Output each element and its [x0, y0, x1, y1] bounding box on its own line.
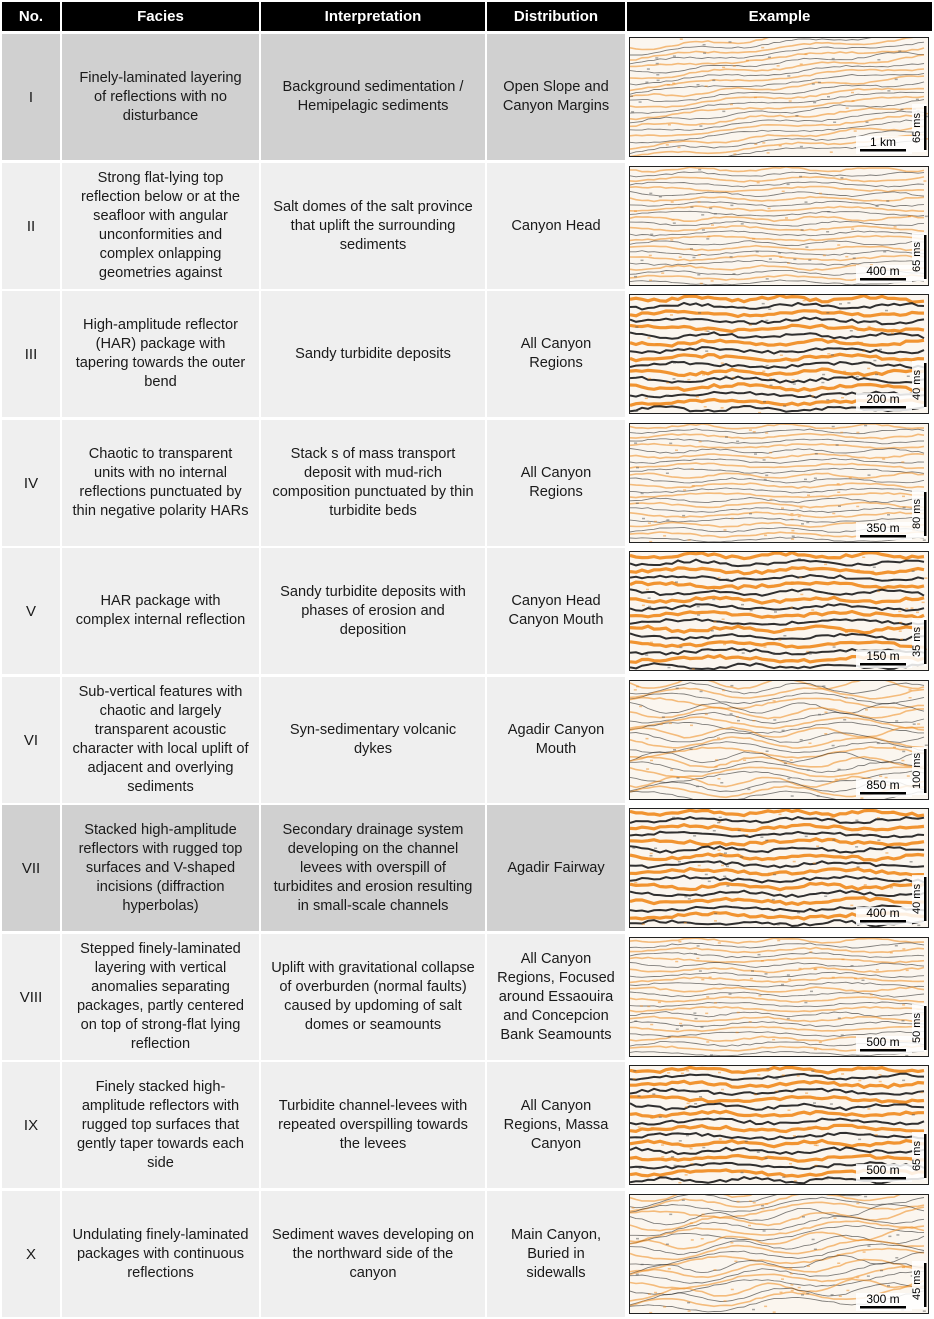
header-distribution: Distribution — [487, 2, 625, 31]
cell-no: VII — [2, 805, 60, 931]
seismic-section-graphic — [630, 295, 928, 413]
seismic-example-image — [629, 937, 929, 1057]
vertical-scale-label: 65 ms — [911, 113, 923, 143]
cell-no: IV — [2, 420, 60, 546]
horizontal-scale-bar — [860, 663, 906, 666]
horizontal-scale-label: 500 m — [866, 1035, 900, 1049]
vertical-scale-label: 65 ms — [911, 1141, 923, 1171]
header-facies: Facies — [62, 2, 259, 31]
cell-interpretation: Background sedimentation / Hemipelagic sediments — [261, 34, 485, 160]
cell-interpretation: Sediment waves developing on the northward side of the canyon — [261, 1191, 485, 1317]
seismic-section-graphic — [630, 938, 928, 1056]
header-example: Example — [627, 2, 932, 31]
vertical-scale-label: 35 ms — [911, 627, 923, 657]
vertical-scale-label: 45 ms — [911, 1270, 923, 1300]
cell-no: III — [2, 291, 60, 417]
cell-interpretation: Syn-sedimentary volcanic dykes — [261, 677, 485, 803]
vertical-scale-bar — [924, 877, 927, 921]
horizontal-scale-bar — [860, 535, 906, 538]
cell-distribution: All Canyon Regions, Massa Canyon — [487, 1062, 625, 1188]
seismic-example-image — [629, 1065, 929, 1185]
seismic-section-graphic — [630, 681, 928, 799]
cell-distribution: All Canyon Regions — [487, 291, 625, 417]
horizontal-scale-label: 500 m — [866, 1163, 900, 1177]
vertical-scale-label: 65 ms — [911, 242, 923, 272]
cell-no: II — [2, 163, 60, 289]
cell-distribution: Agadir Canyon Mouth — [487, 677, 625, 803]
vertical-scale-bar — [924, 1263, 927, 1307]
cell-facies: High-amplitude reflector (HAR) package with tapering towards the outer bend — [62, 291, 259, 417]
horizontal-scale-bar — [860, 792, 906, 795]
cell-interpretation: Secondary drainage system developing on the channel levees with overspill of turbidites and erosion resulting in small-scale channels — [261, 805, 485, 931]
cell-interpretation: Stack s of mass transport deposit with mud-rich composition punctuated by thin turbidite beds — [261, 420, 485, 546]
cell-distribution: All Canyon Regions, Focused around Essaouira and Concepcion Bank Seamounts — [487, 934, 625, 1060]
cell-facies: Finely-laminated layering of reflections with no disturbance — [62, 34, 259, 160]
header-interpretation: Interpretation — [261, 2, 485, 31]
vertical-scale-bar — [924, 235, 927, 279]
cell-facies: Chaotic to transparent units with no internal reflections punctuated by thin negative polarity HARs — [62, 420, 259, 546]
horizontal-scale-label: 200 m — [866, 392, 900, 406]
cell-distribution: Open Slope and Canyon Margins — [487, 34, 625, 160]
seismic-example-image — [629, 166, 929, 286]
vertical-scale-label: 40 ms — [911, 884, 923, 914]
vertical-scale-bar — [924, 363, 927, 407]
cell-facies: Undulating finely-laminated packages with continuous reflections — [62, 1191, 259, 1317]
horizontal-scale-label: 850 m — [866, 778, 900, 792]
cell-interpretation: Salt domes of the salt province that uplift the surrounding sediments — [261, 163, 485, 289]
horizontal-scale-bar — [860, 406, 906, 409]
seismic-example-image — [629, 808, 929, 928]
seismic-example-image — [629, 680, 929, 800]
vertical-scale-bar — [924, 1006, 927, 1050]
vertical-scale-label: 50 ms — [911, 1013, 923, 1043]
cell-no: I — [2, 34, 60, 160]
seismic-section-graphic — [630, 552, 928, 670]
vertical-scale-label: 40 ms — [911, 370, 923, 400]
cell-no: VI — [2, 677, 60, 803]
cell-facies: Sub-vertical features with chaotic and largely transparent acoustic character with local uplift of adjacent and overlying sediments — [62, 677, 259, 803]
cell-distribution: Main Canyon, Buried in sidewalls — [487, 1191, 625, 1317]
cell-no: V — [2, 548, 60, 674]
cell-facies: Strong flat-lying top reflection below or at the seafloor with angular unconformities and complex onlapping geometries against — [62, 163, 259, 289]
cell-interpretation: Sandy turbidite deposits with phases of erosion and deposition — [261, 548, 485, 674]
horizontal-scale-label: 1 km — [869, 135, 897, 149]
header-no: No. — [2, 2, 60, 31]
horizontal-scale-label: 350 m — [866, 521, 900, 535]
cell-facies: HAR package with complex internal reflection — [62, 548, 259, 674]
seismic-section-graphic — [630, 38, 928, 156]
cell-interpretation: Sandy turbidite deposits — [261, 291, 485, 417]
horizontal-scale-bar — [860, 920, 906, 923]
seismic-example-image — [629, 551, 929, 671]
vertical-scale-bar — [924, 1134, 927, 1178]
vertical-scale-bar — [924, 620, 927, 664]
vertical-scale-bar — [924, 106, 927, 150]
horizontal-scale-bar — [860, 1177, 906, 1180]
seismic-section-graphic — [630, 167, 928, 285]
cell-no: IX — [2, 1062, 60, 1188]
seismic-section-graphic — [630, 1195, 928, 1313]
cell-no: VIII — [2, 934, 60, 1060]
cell-distribution: All Canyon Regions — [487, 420, 625, 546]
vertical-scale-label: 80 ms — [911, 499, 923, 529]
seismic-section-graphic — [630, 809, 928, 927]
cell-facies: Stepped finely-laminated layering with vertical anomalies separating packages, partly centered on top of strong-flat lying reflection — [62, 934, 259, 1060]
cell-interpretation: Uplift with gravitational collapse of overburden (normal faults) caused by updoming of salt domes or seamounts — [261, 934, 485, 1060]
seismic-example-image — [629, 1194, 929, 1314]
horizontal-scale-label: 300 m — [866, 1292, 900, 1306]
cell-facies: Stacked high-amplitude reflectors with rugged top surfaces and V-shaped incisions (diffraction hyperbolas) — [62, 805, 259, 931]
horizontal-scale-bar — [860, 1049, 906, 1052]
cell-distribution: Canyon Head Canyon Mouth — [487, 548, 625, 674]
horizontal-scale-label: 400 m — [866, 906, 900, 920]
cell-distribution: Agadir Fairway — [487, 805, 625, 931]
cell-interpretation: Turbidite channel-levees with repeated overspilling towards the levees — [261, 1062, 485, 1188]
horizontal-scale-label: 400 m — [866, 264, 900, 278]
vertical-scale-bar — [924, 749, 927, 793]
horizontal-scale-label: 150 m — [866, 649, 900, 663]
vertical-scale-label: 100 ms — [911, 752, 923, 790]
seismic-example-image — [629, 294, 929, 414]
horizontal-scale-bar — [860, 1306, 906, 1309]
seismic-example-image — [629, 37, 929, 157]
cell-facies: Finely stacked high-amplitude reflectors with rugged top surfaces that gently taper towards each side — [62, 1062, 259, 1188]
seismic-section-graphic — [630, 1066, 928, 1184]
cell-distribution: Canyon Head — [487, 163, 625, 289]
cell-no: X — [2, 1191, 60, 1317]
seismic-section-graphic — [630, 424, 928, 542]
vertical-scale-bar — [924, 492, 927, 536]
horizontal-scale-bar — [860, 149, 906, 152]
seismic-example-image — [629, 423, 929, 543]
horizontal-scale-bar — [860, 278, 906, 281]
